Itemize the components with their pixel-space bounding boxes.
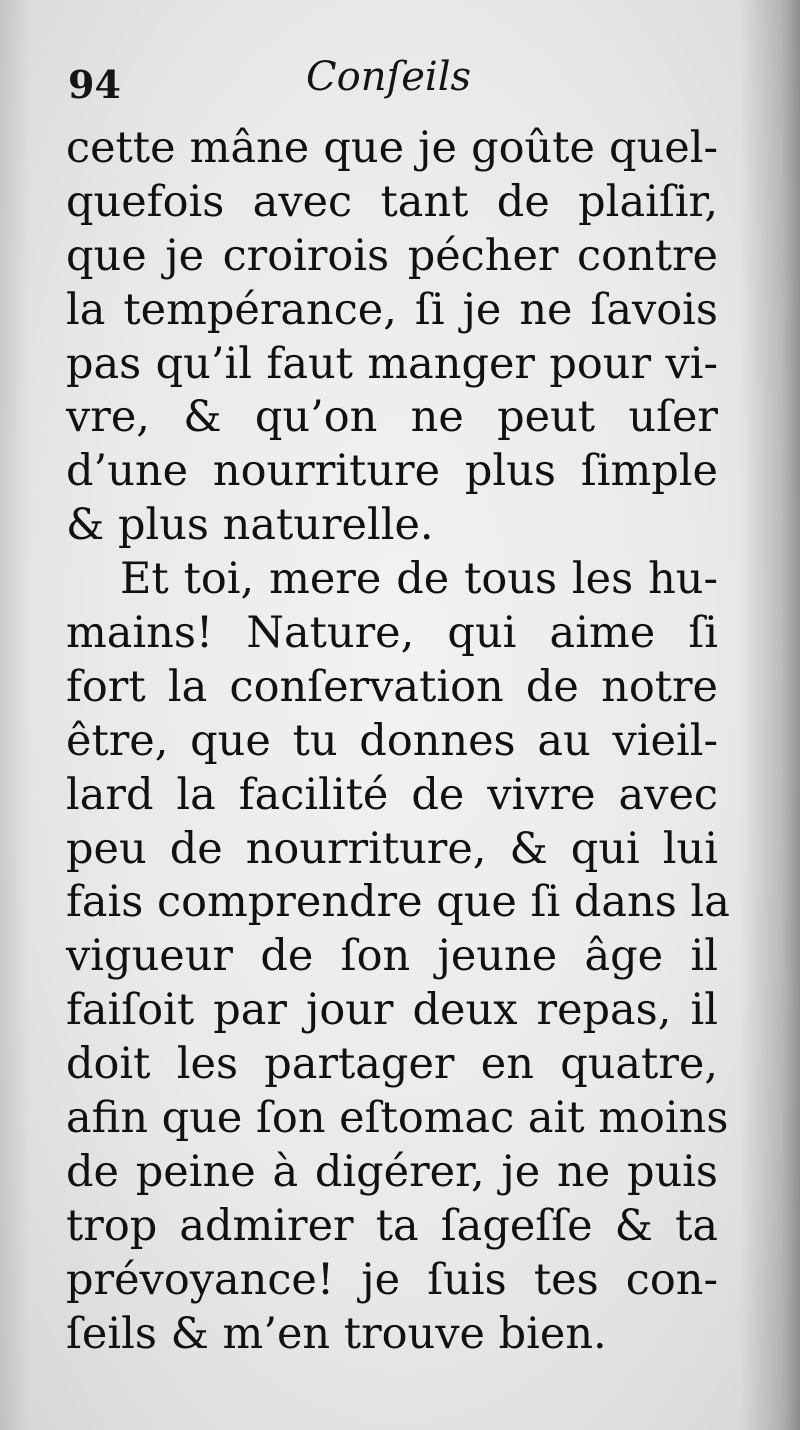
body-text [66,122,730,1361]
text-line: quefois avec tant de plaiſir, [66,176,718,227]
text-line: la tempérance, ſi je ne ſavois [66,284,718,335]
text-line: Et toi, mere de tous les hu- [120,554,718,605]
text-line: vre, & qu’on ne peut uſer [66,392,718,443]
text-line: mains! Nature, qui aime ſi [66,608,718,659]
text-line: ſeils & m’en trouve bien. [66,1308,607,1359]
running-head: Conſeils [306,54,472,100]
paragraph-1 [66,122,718,553]
text-line: fais comprendre que ſi dans la [66,877,730,928]
text-line: doit les partager en quatre, [66,1039,718,1090]
text-line: fort la conſervation de notre [66,661,718,712]
text-line: trop admirer ta ſageſſe & ta [66,1200,718,1251]
text-line: peu de nourriture, & qui lui [66,823,718,874]
text-line: être, que tu donnes au vieil- [66,715,718,766]
paragraph-2 [66,553,730,1361]
page-header [68,52,728,112]
text-line: vigueur de ſon jeune âge il [66,931,718,982]
text-line: pas qu’il faut manger pour vi- [66,338,718,389]
page-gutter-shadow-right [740,0,800,1430]
text-line: que je croirois pécher contre [66,230,718,281]
text-line: prévoyance! je ſuis tes con- [66,1254,718,1305]
text-line: cette mâne que je goûte quel- [66,123,718,173]
text-line: de peine à digérer, je ne puis [66,1146,718,1197]
text-line: d’une nourriture plus ſimple [66,446,718,497]
text-line: lard la facilité de vivre avec [66,769,718,820]
text-line: faiſoit par jour deux repas, il [66,985,718,1036]
page-number: 94 [68,62,121,107]
text-line: & plus naturelle. [66,500,434,551]
page-gutter-shadow-left [0,0,30,1430]
text-line: afin que ſon eſtomac ait moins [66,1093,729,1144]
